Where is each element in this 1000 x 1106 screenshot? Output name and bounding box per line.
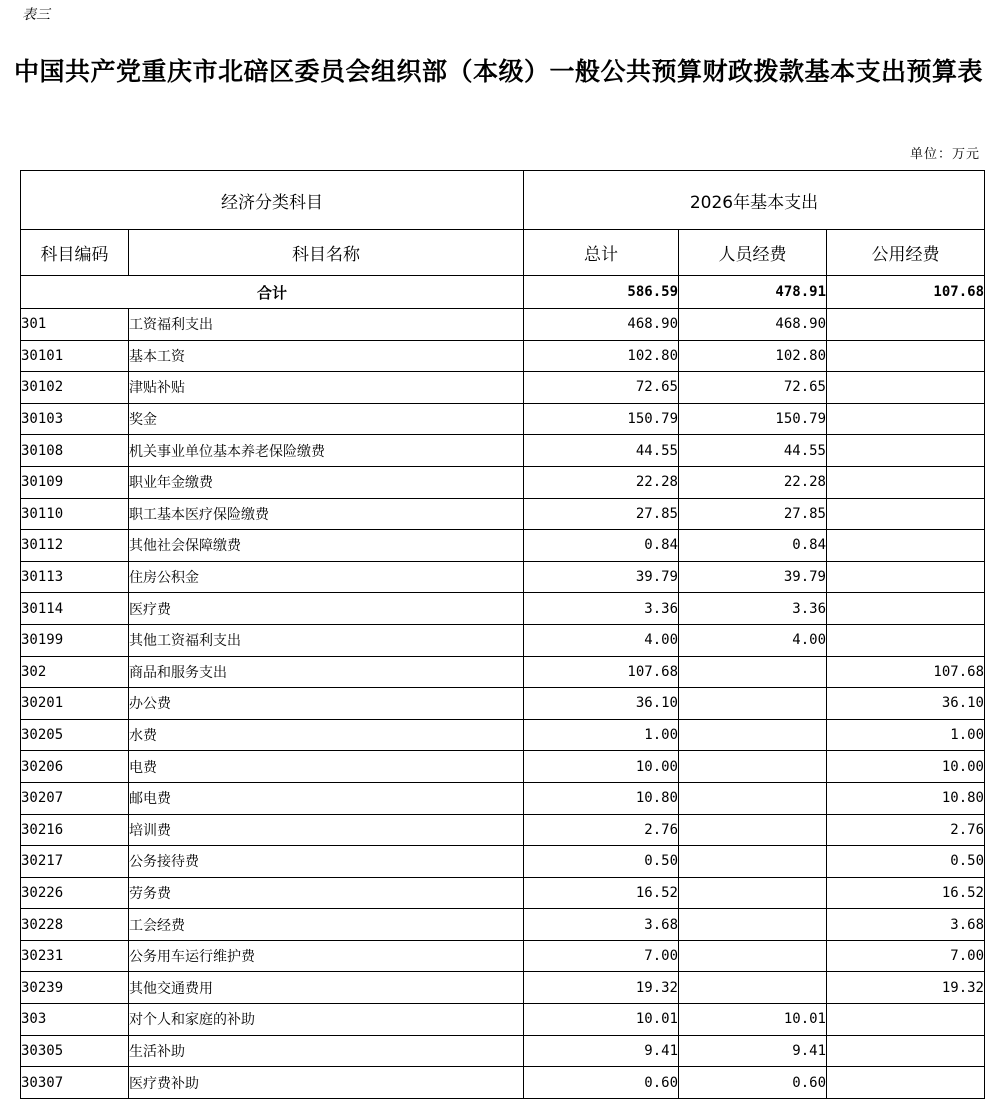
- cell-code: 30307: [21, 1067, 129, 1099]
- header-code: 科目编码: [21, 230, 129, 276]
- cell-code: 30108: [21, 435, 129, 467]
- cell-name: 生活补助: [129, 1035, 524, 1067]
- cell-personnel: 102.80: [679, 340, 827, 372]
- unit-label: 单位：万元: [909, 147, 980, 162]
- cell-public: 10.80: [827, 782, 985, 814]
- table-row: [21, 1067, 985, 1099]
- header-name: 科目名称: [129, 230, 524, 276]
- cell-personnel: [679, 877, 827, 909]
- table-row: [21, 846, 985, 878]
- header-public: 公用经费: [827, 230, 985, 276]
- cell-code: 30239: [21, 972, 129, 1004]
- cell-public: [827, 530, 985, 562]
- cell-total: 1.00: [524, 719, 679, 751]
- table-row: [21, 498, 985, 530]
- table-row: [21, 688, 985, 720]
- cell-public: [827, 435, 985, 467]
- cell-total: 10.01: [524, 1004, 679, 1036]
- cell-personnel: 44.55: [679, 435, 827, 467]
- table-row: [21, 972, 985, 1004]
- cell-name: 水费: [129, 719, 524, 751]
- cell-public: 16.52: [827, 877, 985, 909]
- cell-code: 30216: [21, 814, 129, 846]
- cell-personnel: 4.00: [679, 624, 827, 656]
- cell-personnel: [679, 972, 827, 1004]
- cell-name: 其他工资福利支出: [129, 624, 524, 656]
- cell-total: 3.68: [524, 909, 679, 941]
- table-label: 表三: [22, 7, 50, 23]
- cell-name: 工会经费: [129, 909, 524, 941]
- header-total: 总计: [524, 230, 679, 276]
- document-title-text: 中国共产党重庆市北碚区委员会组织部（本级）一般公共预算财政拨款基本支出预算表: [14, 57, 984, 86]
- cell-code: 30112: [21, 530, 129, 562]
- cell-code: 30201: [21, 688, 129, 720]
- cell-name: 办公费: [129, 688, 524, 720]
- cell-public: [827, 1004, 985, 1036]
- sum-total: 586.59: [524, 276, 679, 309]
- sum-personnel: 478.91: [679, 276, 827, 309]
- cell-total: 0.50: [524, 846, 679, 878]
- cell-public: [827, 498, 985, 530]
- cell-name: 培训费: [129, 814, 524, 846]
- cell-public: [827, 1035, 985, 1067]
- cell-code: 30113: [21, 561, 129, 593]
- header-personnel: 人员经费: [679, 230, 827, 276]
- cell-personnel: 9.41: [679, 1035, 827, 1067]
- table-row: [21, 814, 985, 846]
- cell-name: 奖金: [129, 403, 524, 435]
- cell-public: 3.68: [827, 909, 985, 941]
- cell-public: 7.00: [827, 940, 985, 972]
- cell-personnel: 0.60: [679, 1067, 827, 1099]
- cell-personnel: [679, 751, 827, 783]
- cell-public: 1.00: [827, 719, 985, 751]
- cell-name: 公务接待费: [129, 846, 524, 878]
- cell-public: 19.32: [827, 972, 985, 1004]
- cell-total: 0.84: [524, 530, 679, 562]
- sum-row: [21, 276, 985, 309]
- table-row: [21, 372, 985, 404]
- cell-public: [827, 466, 985, 498]
- cell-name: 工资福利支出: [129, 309, 524, 341]
- cell-total: 4.00: [524, 624, 679, 656]
- cell-code: 30199: [21, 624, 129, 656]
- cell-public: [827, 593, 985, 625]
- cell-public: [827, 561, 985, 593]
- cell-total: 0.60: [524, 1067, 679, 1099]
- cell-total: 7.00: [524, 940, 679, 972]
- cell-personnel: 22.28: [679, 466, 827, 498]
- table-row: [21, 719, 985, 751]
- cell-total: 468.90: [524, 309, 679, 341]
- cell-code: 30231: [21, 940, 129, 972]
- cell-total: 36.10: [524, 688, 679, 720]
- table-row: [21, 877, 985, 909]
- table-row: [21, 751, 985, 783]
- cell-personnel: [679, 846, 827, 878]
- cell-total: 150.79: [524, 403, 679, 435]
- cell-public: [827, 624, 985, 656]
- table-row: [21, 1004, 985, 1036]
- cell-personnel: [679, 940, 827, 972]
- cell-personnel: [679, 656, 827, 688]
- cell-name: 职业年金缴费: [129, 466, 524, 498]
- cell-personnel: 39.79: [679, 561, 827, 593]
- cell-personnel: [679, 719, 827, 751]
- cell-public: 36.10: [827, 688, 985, 720]
- cell-code: 30226: [21, 877, 129, 909]
- cell-name: 对个人和家庭的补助: [129, 1004, 524, 1036]
- cell-code: 303: [21, 1004, 129, 1036]
- cell-name: 医疗费: [129, 593, 524, 625]
- cell-total: 107.68: [524, 656, 679, 688]
- document-title: [0, 52, 1000, 88]
- cell-public: 0.50: [827, 846, 985, 878]
- cell-personnel: [679, 782, 827, 814]
- cell-code: 30305: [21, 1035, 129, 1067]
- cell-personnel: [679, 688, 827, 720]
- cell-total: 9.41: [524, 1035, 679, 1067]
- table-row: [21, 909, 985, 941]
- cell-total: 2.76: [524, 814, 679, 846]
- cell-name: 职工基本医疗保险缴费: [129, 498, 524, 530]
- cell-total: 19.32: [524, 972, 679, 1004]
- cell-total: 72.65: [524, 372, 679, 404]
- cell-code: 30114: [21, 593, 129, 625]
- cell-code: 30109: [21, 466, 129, 498]
- cell-code: 30102: [21, 372, 129, 404]
- cell-name: 其他交通费用: [129, 972, 524, 1004]
- header-econ-class: 经济分类科目: [21, 171, 524, 230]
- cell-code: 301: [21, 309, 129, 341]
- cell-public: [827, 1067, 985, 1099]
- cell-personnel: 27.85: [679, 498, 827, 530]
- budget-table: [20, 170, 985, 1099]
- table-row: [21, 782, 985, 814]
- cell-name: 商品和服务支出: [129, 656, 524, 688]
- table-row: [21, 403, 985, 435]
- sum-label: 合计: [21, 276, 524, 309]
- cell-name: 邮电费: [129, 782, 524, 814]
- table-row: [21, 940, 985, 972]
- cell-total: 16.52: [524, 877, 679, 909]
- cell-public: 10.00: [827, 751, 985, 783]
- cell-public: [827, 403, 985, 435]
- table-row: [21, 624, 985, 656]
- cell-personnel: [679, 814, 827, 846]
- cell-total: 44.55: [524, 435, 679, 467]
- cell-public: [827, 372, 985, 404]
- cell-public: [827, 340, 985, 372]
- header-basic-2026: 2026年基本支出: [524, 171, 985, 230]
- cell-total: 3.36: [524, 593, 679, 625]
- cell-name: 基本工资: [129, 340, 524, 372]
- cell-total: 27.85: [524, 498, 679, 530]
- cell-code: 30228: [21, 909, 129, 941]
- table-row: [21, 593, 985, 625]
- cell-personnel: 3.36: [679, 593, 827, 625]
- cell-name: 劳务费: [129, 877, 524, 909]
- cell-name: 其他社会保障缴费: [129, 530, 524, 562]
- cell-code: 30206: [21, 751, 129, 783]
- cell-code: 30103: [21, 403, 129, 435]
- table-row: [21, 561, 985, 593]
- table-row: [21, 309, 985, 341]
- cell-personnel: 0.84: [679, 530, 827, 562]
- cell-personnel: 10.01: [679, 1004, 827, 1036]
- cell-name: 医疗费补助: [129, 1067, 524, 1099]
- cell-public: 107.68: [827, 656, 985, 688]
- cell-personnel: [679, 909, 827, 941]
- cell-code: 30207: [21, 782, 129, 814]
- table-row: [21, 530, 985, 562]
- cell-name: 公务用车运行维护费: [129, 940, 524, 972]
- cell-name: 住房公积金: [129, 561, 524, 593]
- cell-personnel: 150.79: [679, 403, 827, 435]
- cell-public: 2.76: [827, 814, 985, 846]
- cell-name: 机关事业单位基本养老保险缴费: [129, 435, 524, 467]
- cell-code: 30101: [21, 340, 129, 372]
- cell-code: 30205: [21, 719, 129, 751]
- sum-public: 107.68: [827, 276, 985, 309]
- cell-total: 39.79: [524, 561, 679, 593]
- cell-code: 30217: [21, 846, 129, 878]
- cell-total: 10.80: [524, 782, 679, 814]
- table-row: [21, 435, 985, 467]
- cell-code: 302: [21, 656, 129, 688]
- cell-personnel: 468.90: [679, 309, 827, 341]
- table-row: [21, 340, 985, 372]
- table-row: [21, 466, 985, 498]
- cell-total: 102.80: [524, 340, 679, 372]
- table-row: [21, 656, 985, 688]
- cell-personnel: 72.65: [679, 372, 827, 404]
- cell-name: 电费: [129, 751, 524, 783]
- cell-code: 30110: [21, 498, 129, 530]
- cell-name: 津贴补贴: [129, 372, 524, 404]
- cell-total: 10.00: [524, 751, 679, 783]
- table-row: [21, 1035, 985, 1067]
- cell-total: 22.28: [524, 466, 679, 498]
- cell-public: [827, 309, 985, 341]
